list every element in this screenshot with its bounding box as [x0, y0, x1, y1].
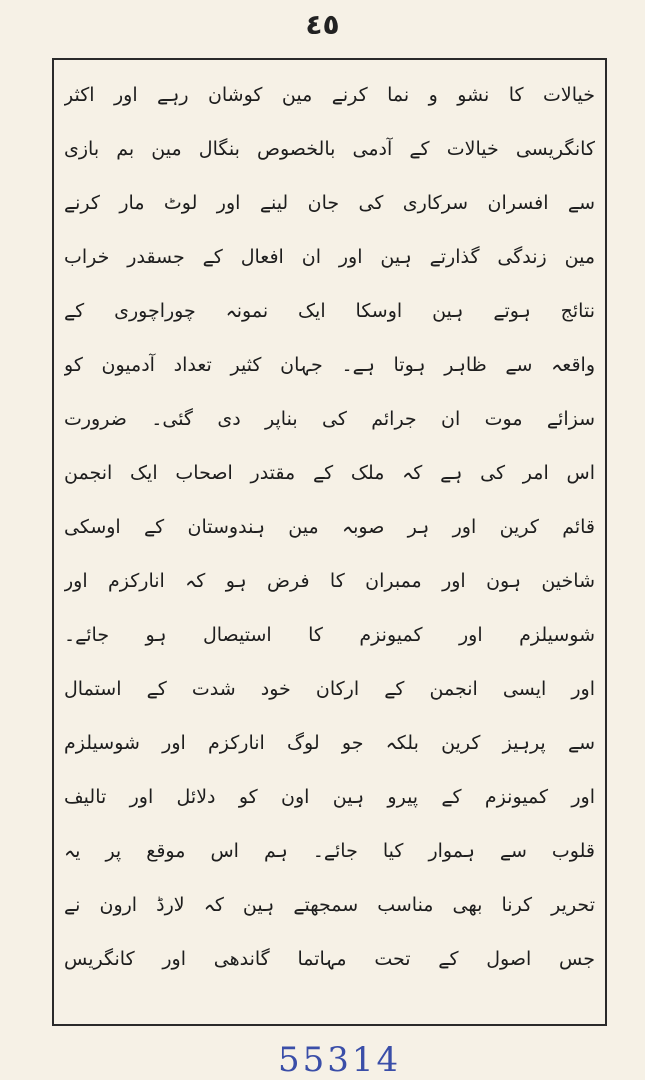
text-line: تحریر کرنا بھی مناسب سمجھتے ہین کہ لارڈ ارون نے	[64, 894, 595, 916]
text-line: شاخین ہون اور ممبران کا فرض ہو کہ انارکزم اور	[64, 570, 595, 592]
text-line: قائم کرین اور ہر صوبہ مین ہندوستان کے اوسکی	[64, 516, 595, 538]
text-line: قلوب سے ہموار کیا جائے۔ ہم اس موقع پر یہ	[64, 840, 595, 862]
text-line: خیالات کا نشو و نما کرنے مین کوشان رہے اور اکثر	[64, 84, 595, 106]
accession-number: 55314	[278, 1040, 402, 1080]
text-line: سے افسران سرکاری کی جان لینے اور لوٹ مار کرنے	[64, 192, 595, 214]
text-line: مین زندگی گذارتے ہین اور ان افعال کے جسقدر خراب	[64, 246, 595, 268]
text-line: اس امر کی ہے کہ ملک کے مقتدر اصحاب ایک انجمن	[64, 462, 595, 484]
text-line: سزائے موت ان جرائم کی بناپر دی گئی۔ ضرورت	[64, 408, 595, 430]
text-line: واقعہ سے ظاہر ہوتا ہے۔ جہان کثیر تعداد آدمیون کو	[64, 354, 595, 376]
text-frame	[52, 58, 607, 1026]
text-line: کانگریسی خیالات کے آدمی بالخصوص بنگال مین بم بازی	[64, 138, 595, 160]
text-line: اور ایسی انجمن کے ارکان خود شدت کے استمال	[64, 678, 595, 700]
text-line: نتائج ہوتے ہین اوسکا ایک نمونہ چوراچوری کے	[64, 300, 595, 322]
text-line: شوسیلزم اور کمیونزم کا استیصال ہو جائے۔	[64, 624, 595, 646]
text-line: سے پرہیز کرین بلکہ جو لوگ انارکزم اور شوسیلزم	[64, 732, 595, 754]
text-line: اور کمیونزم کے پیرو ہین اون کو دلائل اور تالیف	[64, 786, 595, 808]
text-line: جس اصول کے تحت مہاتما گاندھی اور کانگریس	[64, 948, 595, 970]
page-number: ٤٥	[305, 8, 340, 41]
